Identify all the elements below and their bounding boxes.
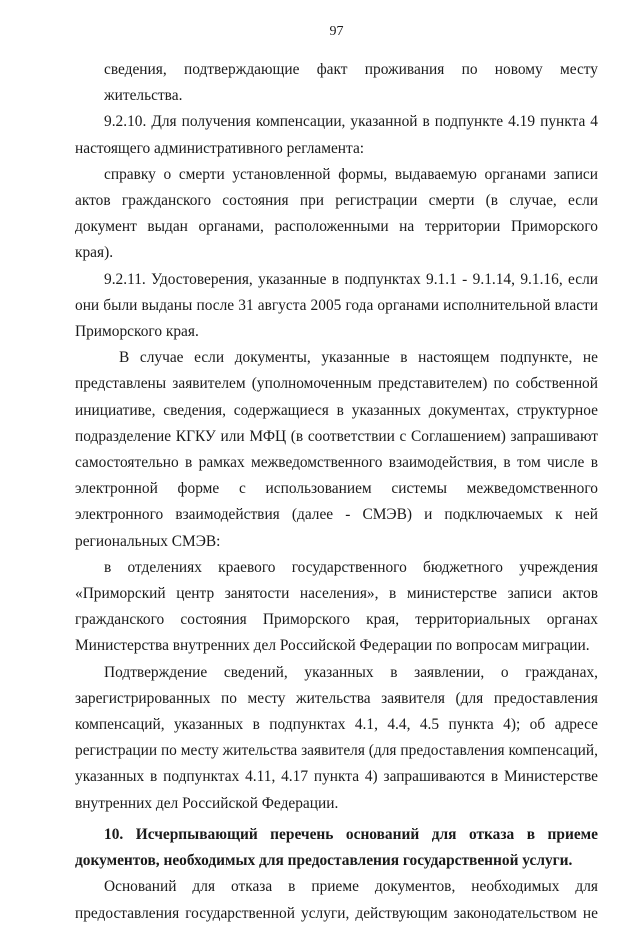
- text-line: предоставления государственной услуги, действующим законодательством не: [75, 904, 598, 922]
- page-number: 97: [329, 24, 344, 39]
- text-line: электронной форме с использованием системы межведомственного: [75, 480, 598, 498]
- text-line: Министерства внутренних дел Российской Федерации по вопросам миграции.: [75, 637, 590, 655]
- text-line: зарегистрированных по месту жительства заявителя (для предоставления: [75, 689, 598, 707]
- text-line: они были выданы после 31 августа 2005 года органами исполнительной власти: [75, 296, 598, 314]
- paragraph-refusal-grounds: [75, 874, 598, 926]
- text-line: Оснований для отказа в приеме документов, необходимых для: [104, 878, 598, 896]
- text-line: сведения, подтверждающие факт проживания по новому месту жительства.: [104, 61, 598, 105]
- text-line: актов гражданского состояния при регистрации смерти (в случае, если: [75, 192, 598, 210]
- paragraph-registration-confirmation: [75, 660, 598, 817]
- text-line: в отделениях краевого государственного бюджетного учреждения: [104, 558, 598, 576]
- text-line: инициативе, сведения, содержащиеся в указанных документах, структурное: [75, 401, 598, 419]
- heading-line: документов, необходимых для предоставления государственной услуги.: [75, 852, 573, 870]
- document-body: [75, 57, 598, 927]
- section-heading-10: [75, 822, 598, 874]
- text-line: В случае если документы, указанные в настоящем подпункте, не: [119, 349, 598, 367]
- text-line: 9.2.10. Для получения компенсации, указанной в подпункте 4.19 пункта 4: [104, 113, 598, 131]
- paragraph-death-certificate: [75, 162, 598, 267]
- paragraph-agencies-list: [75, 555, 598, 660]
- text-line: представлены заявителем (уполномоченным представителем) по собственной: [75, 375, 598, 393]
- text-line: настоящего административного регламента:: [75, 139, 365, 157]
- paragraph-interagency-request: [75, 345, 598, 555]
- text-line: подразделение КГКУ или МФЦ (в соответствии с Соглашением) запрашивают: [75, 427, 598, 445]
- text-line: указанных в подпунктах 4.11, 4.17 пункта 4) запрашиваются в Министерстве: [75, 768, 598, 786]
- text-line: электронного взаимодействия (далее - СМЭВ) и подключаемых к ней: [75, 506, 598, 524]
- text-line: региональных СМЭВ:: [75, 532, 221, 550]
- heading-line: 10. Исчерпывающий перечень оснований для отказа в приеме: [104, 825, 598, 843]
- paragraph-9-2-11: [75, 267, 598, 346]
- paragraph-9-2-10: [75, 109, 598, 161]
- text-line: справку о смерти установленной формы, выдаваемую органами записи: [104, 165, 598, 183]
- text-line: «Приморский центр занятости населения», в министерстве записи актов: [75, 585, 598, 603]
- text-line: внутренних дел Российской Федерации.: [75, 794, 339, 812]
- text-line: Подтверждение сведений, указанных в заявлении, о гражданах,: [104, 663, 598, 681]
- text-line: самостоятельно в рамках межведомственного взаимодействия, в том числе в: [75, 454, 598, 472]
- text-line: документ выдан органами, расположенными на территории Приморского края).: [75, 218, 598, 262]
- text-line: регистрации по месту жительства заявителя (для предоставления компенсаций,: [75, 742, 598, 760]
- paragraph-residence-info: [75, 57, 598, 109]
- text-line: Приморского края.: [75, 323, 199, 341]
- text-line: 9.2.11. Удостоверения, указанные в подпунктах 9.1.1 - 9.1.14, 9.1.16, если: [104, 270, 598, 288]
- text-line: компенсаций, указанных в подпунктах 4.1, 4.4, 4.5 пункта 4); об адресе: [75, 716, 598, 734]
- text-line: гражданского состояния Приморского края, территориальных органах: [75, 611, 598, 629]
